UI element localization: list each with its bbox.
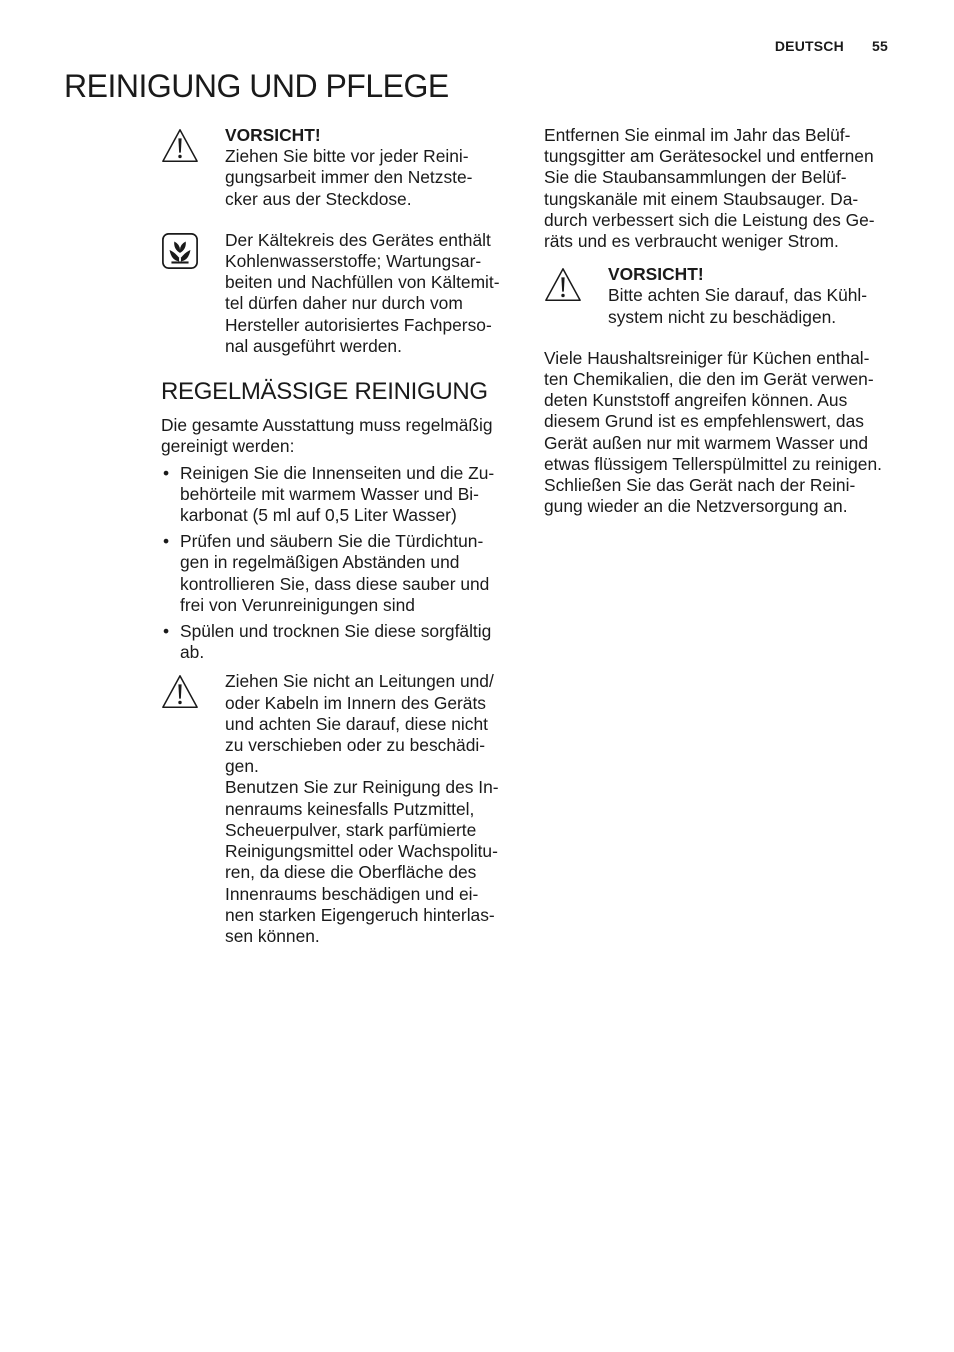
household-cleaner-paragraph: Viele Haushaltsreiniger für Küchen enthal- ten Chemikalien, die den im Gerät verwen- deten Kunststoff angreifen können. Aus diesem Grund ist es empfehlenswert, das Gerät außen nur mit warmem Wasser und etwas flüssigem Tellerspülmittel zu reinigen. Schließen Sie das Gerät nach der Reini- gung wieder an die Netzversorgung an. <box>544 347 882 517</box>
caution-notice-unplug <box>161 125 513 210</box>
warning-triangle-icon <box>161 673 199 711</box>
page-number: 55 <box>872 38 888 54</box>
caution-text: Ziehen Sie nicht an Leitungen und/ oder Kabeln im Innern des Geräts und achten Sie darauf, diese nicht zu verschieben oder zu beschädi- gen. <box>225 671 494 777</box>
section-title-regular-cleaning: REGELMÄSSIGE REINIGUNG <box>161 378 488 406</box>
cleaning-steps-list <box>161 463 513 664</box>
warning-triangle-icon <box>161 127 199 165</box>
environment-flower-icon <box>161 232 199 270</box>
list-item: • Spülen und trocknen Sie diese sorgfältig ab. <box>161 621 513 663</box>
caution-text: Ziehen Sie bitte vor jeder Reini- gungsarbeit immer den Netzste- cker aus der Steckdose. <box>225 146 473 209</box>
environment-text: Der Kältekreis des Gerätes enthält Kohlenwasserstoffe; Wartungsar- beiten und Nachfüllen von Kältemit- tel dürfen daher nur durch vom Hersteller autorisiertes Fachperso- nal ausgeführt werden. <box>225 229 500 356</box>
caution-text-detergents: Benutzen Sie zur Reinigung des In- nenraums keinesfalls Putzmittel, Scheuerpulver, stark parfümierte Reinigungsmittel oder Wachspolitu- ren, da diese die Oberfläche des Innenraums beschädigen und ei- nen starken Eigengeruch hinterlas- sen können. <box>225 777 499 946</box>
caution-notice-cables <box>161 671 513 947</box>
caution-notice-cooling-system <box>544 264 899 328</box>
page-title: REINIGUNG UND PFLEGE <box>64 68 449 104</box>
right-column <box>544 125 899 517</box>
left-column <box>161 125 513 947</box>
caution-title: VORSICHT! <box>225 125 321 145</box>
list-item: • Reinigen Sie die Innenseiten und die Zu- behörteile mit warmem Wasser und Bi- karbonat (5 ml auf 0,5 Liter Wasser) <box>161 463 513 527</box>
intro-text: Die gesamte Ausstattung muss regelmäßig gereinigt werden: <box>161 415 493 457</box>
page-header <box>775 38 888 54</box>
caution-text: Bitte achten Sie darauf, das Kühl- system nicht zu beschädigen. <box>608 285 868 327</box>
header-language: DEUTSCH <box>774 38 844 54</box>
caution-title: VORSICHT! <box>608 264 704 285</box>
ventilation-paragraph: Entfernen Sie einmal im Jahr das Belüf- tungsgitter am Gerätesockel und entfernen Sie die Staubansammlungen der Belüf- tungskanäle mit einem Staubsauger. Da- durch verbessert sich die Leistung des Ge- räts und es verbraucht weniger Strom. <box>544 125 875 252</box>
list-item: • Prüfen und säubern Sie die Türdichtun- gen in regelmäßigen Abständen und kontrollieren Sie, dass diese sauber und frei von Verunreinigungen sind <box>161 531 513 616</box>
warning-triangle-icon <box>544 266 582 304</box>
environment-notice <box>161 230 513 357</box>
